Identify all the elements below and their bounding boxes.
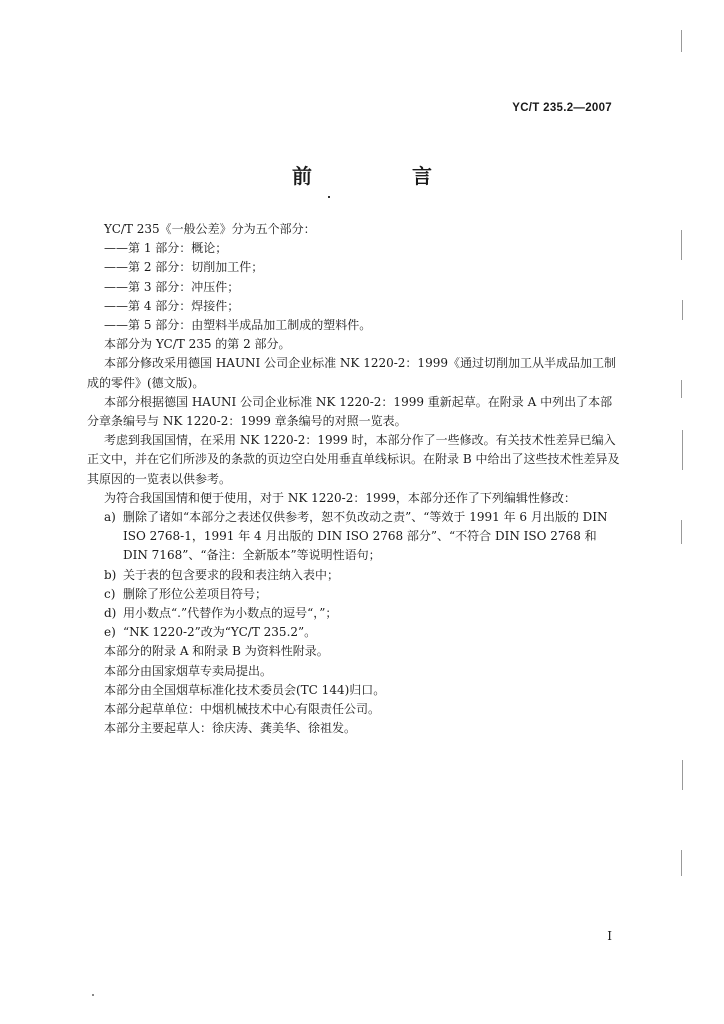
edits-list (87, 508, 622, 642)
edit-marker: a) (104, 510, 116, 525)
paragraph-centralized: 本部分由全国烟草标准化技术委员会(TC 144)归口。 (104, 682, 386, 697)
title-dot-mark (328, 196, 330, 198)
edit-item (87, 508, 622, 566)
paragraph-redrafted: 本部分根据德国 HAUNI 公司企业标准 NK 1220-2：1999 重新起草。在附录 A 中列出了本部分章条编号与 NK 1220-2：1999 章条编号的对照一览表。 (87, 394, 613, 429)
part-item: ——第 2 部分：切削加工件； (104, 260, 264, 275)
part-item: ——第 5 部分：由塑料半成品加工制成的塑料件。 (104, 318, 372, 333)
body-text (87, 220, 622, 738)
scan-edge-mark (681, 850, 682, 876)
paragraph-adoption: 本部分修改采用德国 HAUNI 公司企业标准 NK 1220-2：1999《通过切削加工从半成品加工制成的零件》(德文版)。 (87, 356, 616, 390)
paragraph-intro: YC/T 235《一般公差》分为五个部分： (104, 222, 316, 236)
parts-list (87, 239, 622, 335)
edit-marker: e) (104, 625, 116, 640)
scan-edge-mark (681, 380, 682, 398)
edit-marker: b) (104, 567, 117, 582)
standard-code: YC/T 235.2—2007 (512, 102, 612, 114)
page-number: I (607, 929, 612, 943)
edit-text: 关于表的包含要求的段和表注纳入表中； (123, 567, 340, 582)
scan-edge-mark (682, 760, 683, 790)
edit-marker: d) (104, 606, 117, 621)
paragraph-part-number: 本部分为 YC/T 235 的第 2 部分。 (104, 337, 291, 352)
edit-text: 删除了诸如“本部分之表述仅供参考，恕不负改动之责”、“等效于 1991 年 6 月出版的 DIN ISO 2768-1，1991 年 4 月出版的 DIN ISO 2768 部分”、“不符合 DIN ISO 2768 和 DIN 7168”、“备注：全新版本”等说明性语句； (123, 510, 608, 563)
paragraph-proposed-by: 本部分由国家烟草专卖局提出。 (104, 663, 273, 678)
part-item: ——第 1 部分：概论； (104, 241, 228, 256)
scan-edge-mark (681, 230, 682, 260)
edit-text: “NK 1220-2”改为“YC/T 235.2”。 (123, 625, 317, 640)
edit-text: 用小数点“.”代替作为小数点的逗号“，”； (123, 606, 338, 621)
paragraph-annexes: 本部分的附录 A 和附录 B 为资料性附录。 (104, 644, 329, 659)
paragraph-modifications: 考虑到我国国情，在采用 NK 1220-2：1999 时，本部分作了一些修改。有关技术性差异已编入正文中，并在它们所涉及的条款的页边空白处用垂直单线标识。在附录 B 中给出了这些技术性差异及其原因的一览表以供参考。 (87, 433, 620, 486)
edit-item (87, 604, 622, 623)
scan-edge-mark (681, 30, 682, 52)
edit-item (87, 585, 622, 604)
page-title: 前 言 (292, 164, 472, 188)
scan-edge-mark (681, 520, 682, 544)
scan-edge-mark (682, 430, 683, 470)
edit-text: 删除了形位公差项目符号； (123, 586, 268, 601)
part-item: ——第 3 部分：冲压件； (104, 279, 240, 294)
paragraph-editorial: 为符合我国国情和便于使用，对于 NK 1220-2：1999，本部分还作了下列编辑性修改： (104, 490, 576, 505)
scan-edge-mark (682, 300, 683, 320)
edit-marker: c) (104, 586, 116, 601)
paragraph-drafting-unit: 本部分起草单位：中烟机械技术中心有限责任公司。 (104, 702, 381, 717)
scan-dot-mark (92, 994, 94, 996)
edit-item (87, 623, 622, 642)
edit-item (87, 566, 622, 585)
part-item: ——第 4 部分：焊接件； (104, 298, 240, 313)
paragraph-drafters: 本部分主要起草人：徐庆涛、龚美华、徐祖发。 (104, 721, 357, 736)
